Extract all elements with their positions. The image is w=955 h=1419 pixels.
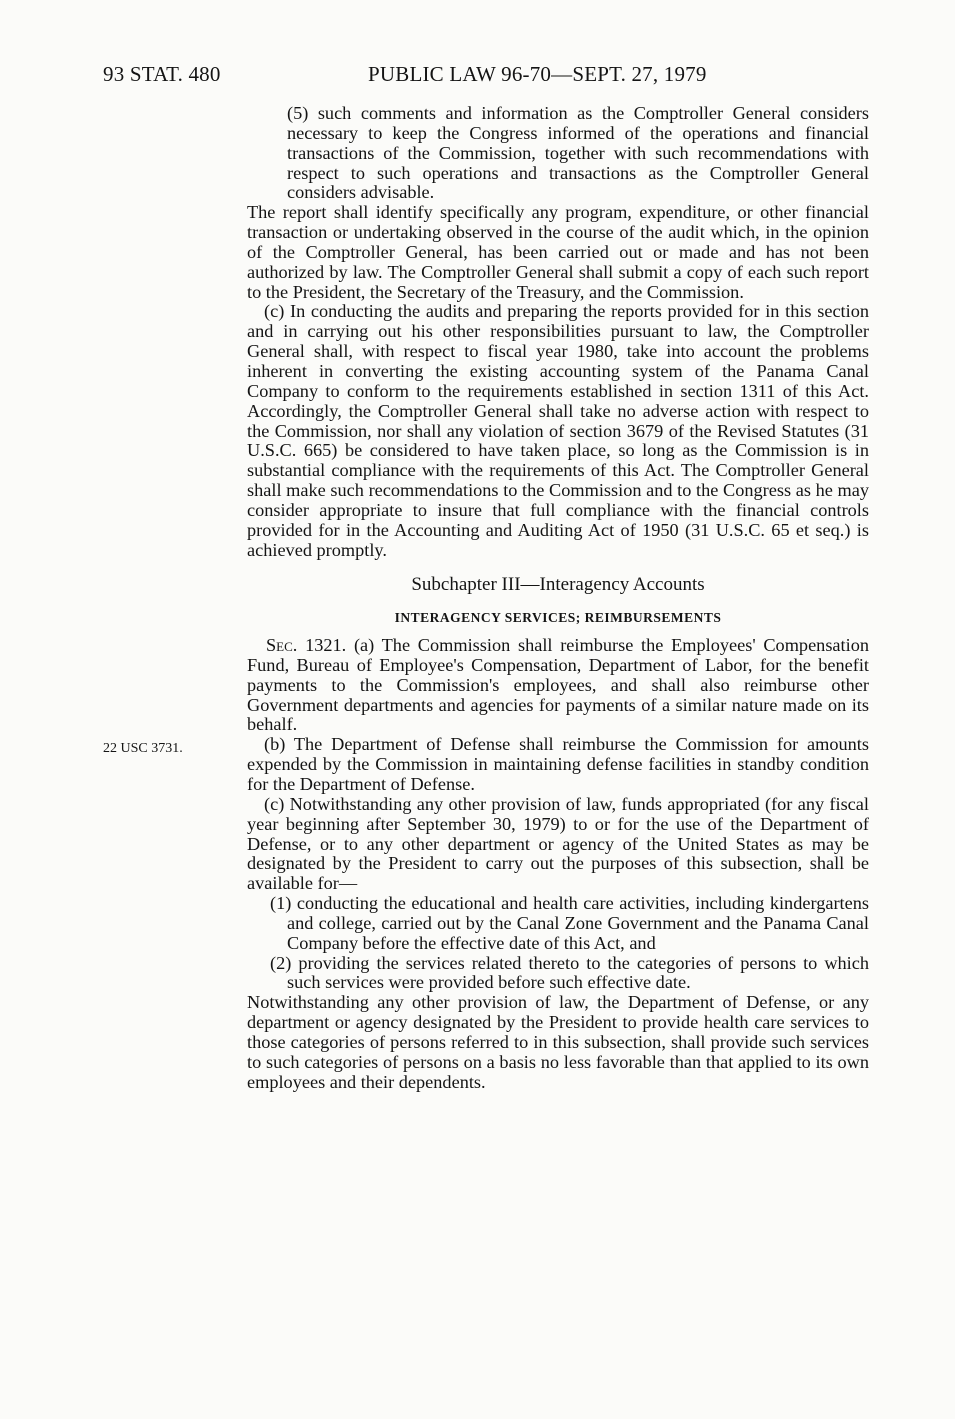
law-title-header: PUBLIC LAW 96-70—SEPT. 27, 1979 [368,62,707,86]
final-paragraph: Notwithstanding any other provision of law, the Department of Defense, or any department or agency designated by the President to provide health care services to those categories of persons referred to in this subsection, shall provide such services to such categories of persons on a basis no less favorable than that applied to its own employees and their dependents. [247,992,869,1092]
section-1321-c-1-text: (1) conducting the educational and health care activities, including kindergartens and college, carried out by the Canal Zone Government and the Panama Canal Company before the effective date of this Act, and [270,893,869,953]
sec-label: Sec. [266,635,298,656]
section-1321-a-text: 1321. (a) The Commission shall reimburse the Employees' Compensation Fund, Bureau of Employee's Compensation, Department of Labor, for the benefit payments to the Commission's employees, and shall also reimburse other Government departments and agencies for payments of a similar nature made on its behalf. [247,635,869,735]
paragraph-c: (c) In conducting the audits and preparing the reports provided for in this section and in carrying out his other responsibilities pursuant to law, the Comptroller General shall, with respect to fiscal year 1980, take into account the problems inherent in converting the existing accounting system of the Panama Canal Company to conform to the requirements established in section 1311 of this Act. Accordingly, the Comptroller General shall take no adverse action with respect to the Commission, nor shall any violation of section 3679 of the Revised Statutes (31 U.S.C. 665) be considered to have taken place, so long as the Commission is in substantial compliance with the requirements of this Act. The Comptroller General shall make such recommendations to the Commission and to the Congress as he may consider appropriate to insure that full compliance with the financial controls provided for in the Accounting and Auditing Act of 1950 (31 U.S.C. 65 et seq.) is achieved promptly. [247,301,869,560]
statute-body [247,104,869,1093]
item-5: (5) such comments and information as the Comptroller General considers necessary to keep the Congress informed of the operations and financial transactions of the Commission, together with such recommendations with respect to such operations and transactions as the Comptroller General considers advisable. [287,103,869,203]
statute-reference: 93 STAT. 480 [103,62,221,86]
usc-margin-note: 22 USC 3731. [103,741,183,756]
section-heading: INTERAGENCY SERVICES; REIMBURSEMENTS [394,610,722,626]
section-1321-c-2-text: (2) providing the services related thereto to the categories of persons to which such services were provided before such effective date. [270,952,869,993]
section-1321-c-2 [247,954,869,994]
section-1321-b: (b) The Department of Defense shall reimburse the Commission for amounts expended by the Commission in maintaining defense facilities in standby condition for the Department of Defense. [247,734,869,794]
section-1321-a [247,636,869,735]
subchapter-title: Subchapter III—Interagency Accounts [411,574,705,596]
report-paragraph: The report shall identify specifically any program, expenditure, or other financial transaction or undertaking observed in the course of the audit which, in the opinion of the Comptroller General, has been carried out or made and has not been authorized by law. The Comptroller General shall submit a copy of each such report to the President, the Secretary of the Treasury, and the Commission. [247,202,869,302]
section-1321-c-1 [247,894,869,954]
section-1321-c: (c) Notwithstanding any other provision of law, funds appropriated (for any fiscal year beginning after September 30, 1979) to or for the use of the Department of Defense, or to any other department or agency of the United States as may be designated by the President to carry out the purposes of this subsection, shall be available for— [247,793,869,894]
